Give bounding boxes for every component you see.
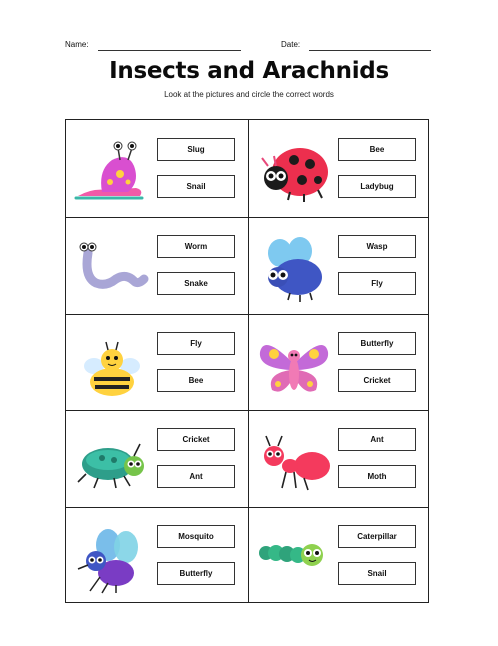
- word-option[interactable]: Snake: [157, 272, 235, 295]
- quiz-grid: [65, 119, 429, 603]
- butterfly-icon: [254, 324, 334, 402]
- worm-icon: [72, 227, 152, 305]
- word-option[interactable]: Ladybug: [338, 175, 416, 198]
- mosquito-icon: [72, 517, 152, 595]
- date-label: Date:: [281, 40, 301, 49]
- quiz-item-fly: [248, 217, 430, 314]
- word-option[interactable]: Cricket: [338, 369, 416, 392]
- bee-icon: [72, 324, 152, 402]
- worksheet-title: Insects and Arachnids: [109, 58, 389, 84]
- quiz-item-bee: [66, 314, 248, 411]
- beetle-icon: [72, 420, 152, 498]
- word-option[interactable]: Moth: [338, 465, 416, 488]
- quiz-item-worm: [66, 217, 248, 314]
- word-option[interactable]: Ant: [338, 428, 416, 451]
- worksheet-instruction: Look at the pictures and circle the correct words: [164, 90, 334, 99]
- word-option[interactable]: Butterfly: [157, 562, 235, 585]
- header-row: [65, 40, 435, 54]
- word-option[interactable]: Fly: [157, 332, 235, 355]
- fly-icon: [254, 227, 334, 305]
- word-option[interactable]: Mosquito: [157, 525, 235, 548]
- word-option[interactable]: Caterpillar: [338, 525, 416, 548]
- quiz-item-snail: [66, 120, 248, 217]
- ant-icon: [254, 420, 334, 498]
- ladybug-icon: [254, 130, 334, 208]
- name-field[interactable]: [98, 50, 241, 51]
- word-option[interactable]: Bee: [338, 138, 416, 161]
- word-option[interactable]: Worm: [157, 235, 235, 258]
- word-option[interactable]: Cricket: [157, 428, 235, 451]
- quiz-item-mosquito: [66, 507, 248, 604]
- quiz-item-butterfly: [248, 314, 430, 411]
- word-option[interactable]: Butterfly: [338, 332, 416, 355]
- word-option[interactable]: Snail: [157, 175, 235, 198]
- caterpillar-icon: [254, 517, 334, 595]
- word-option[interactable]: Bee: [157, 369, 235, 392]
- date-field[interactable]: [309, 50, 431, 51]
- word-option[interactable]: Snail: [338, 562, 416, 585]
- quiz-item-ant: [248, 410, 430, 507]
- name-label: Name:: [65, 40, 89, 49]
- word-option[interactable]: Ant: [157, 465, 235, 488]
- snail-icon: [72, 130, 152, 208]
- word-option[interactable]: Fly: [338, 272, 416, 295]
- quiz-item-ladybug: [248, 120, 430, 217]
- word-option[interactable]: Slug: [157, 138, 235, 161]
- quiz-item-caterpillar: [248, 507, 430, 604]
- word-option[interactable]: Wasp: [338, 235, 416, 258]
- quiz-item-beetle: [66, 410, 248, 507]
